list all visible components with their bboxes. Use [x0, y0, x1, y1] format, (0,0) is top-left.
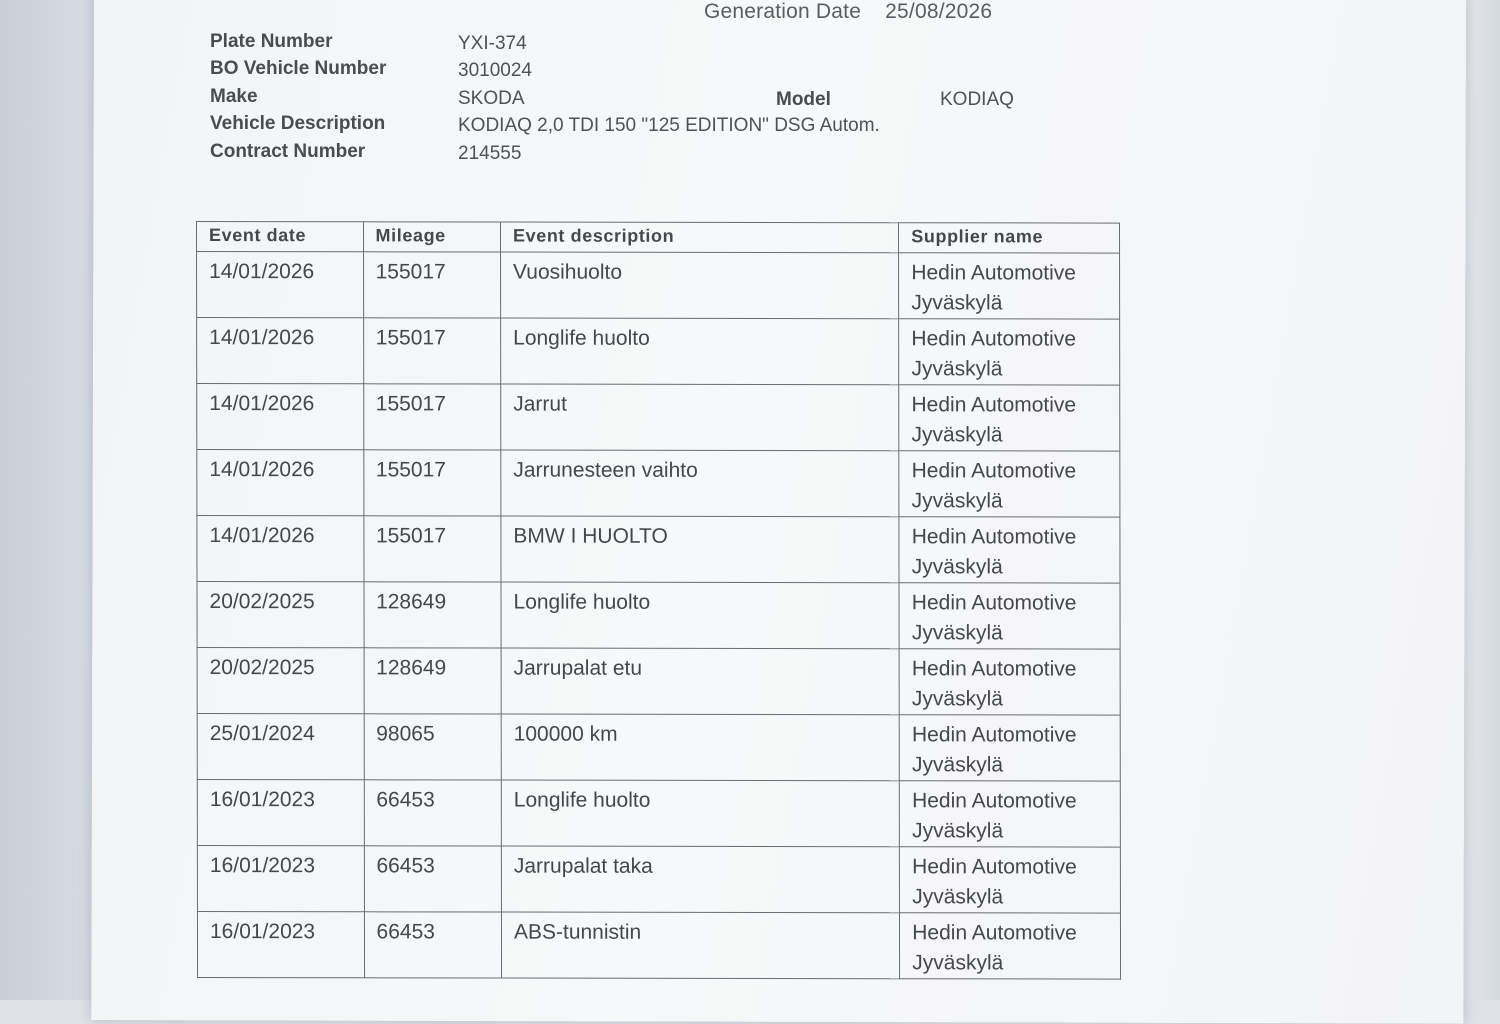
table-row — [197, 318, 1120, 386]
table-row — [197, 582, 1120, 650]
supplier-name-line2: Jyväskylä — [912, 951, 1004, 975]
service-events-table — [196, 221, 1121, 980]
event-description-cell: Longlife huolto — [501, 780, 899, 847]
supplier-name-cell — [899, 715, 1120, 781]
contract-number-value: 214555 — [458, 143, 522, 164]
supplier-name-line1: Hedin Automotive — [911, 459, 1077, 483]
event-date-cell: 20/02/2025 — [197, 582, 364, 648]
supplier-name-line2: Jyväskylä — [912, 885, 1004, 909]
table-row — [197, 780, 1120, 848]
table-row — [197, 516, 1120, 584]
mileage-cell: 155017 — [363, 516, 501, 582]
model-label: Model — [776, 89, 831, 110]
vehicle-description-label: Vehicle Description — [210, 113, 386, 134]
vehicle-description-value: KODIAQ 2,0 TDI 150 "125 EDITION" DSG Autom. — [458, 115, 880, 136]
supplier-name-line2: Jyväskylä — [911, 555, 1003, 579]
make-value: SKODA — [458, 88, 525, 109]
table-row — [197, 912, 1120, 980]
supplier-name-line1: Hedin Automotive — [911, 591, 1077, 615]
supplier-name-cell — [899, 517, 1120, 583]
plate-number-label: Plate Number — [210, 31, 333, 52]
mileage-cell: 128649 — [364, 648, 502, 714]
mileage-cell: 155017 — [363, 384, 501, 450]
event-date-cell: 16/01/2023 — [197, 846, 364, 912]
mileage-cell: 98065 — [364, 714, 502, 780]
supplier-name-line1: Hedin Automotive — [912, 921, 1077, 945]
column-header-supplier-name: Supplier name — [899, 223, 1120, 253]
event-description-cell: Longlife huolto — [501, 318, 899, 385]
supplier-name-cell — [900, 913, 1121, 979]
event-date-cell: 25/01/2024 — [197, 714, 364, 780]
mileage-cell: 66453 — [364, 912, 502, 978]
event-description-cell: Longlife huolto — [501, 582, 899, 649]
column-header-mileage: Mileage — [363, 222, 500, 252]
supplier-name-line2: Jyväskylä — [911, 621, 1003, 645]
supplier-name-cell — [900, 847, 1121, 913]
supplier-name-cell — [899, 451, 1120, 517]
supplier-name-line2: Jyväskylä — [911, 687, 1003, 711]
supplier-name-line1: Hedin Automotive — [911, 393, 1077, 417]
event-date-cell: 16/01/2023 — [197, 912, 364, 978]
supplier-name-cell — [899, 583, 1120, 649]
supplier-name-line1: Hedin Automotive — [911, 657, 1077, 681]
supplier-name-line2: Jyväskylä — [911, 489, 1003, 513]
bo-vehicle-number-value: 3010024 — [458, 60, 532, 81]
mileage-cell: 66453 — [364, 780, 502, 846]
event-description-cell: Jarrupalat taka — [501, 846, 899, 913]
supplier-name-line1: Hedin Automotive — [911, 525, 1077, 549]
supplier-name-line2: Jyväskylä — [911, 357, 1003, 381]
event-description-cell: BMW I HUOLTO — [501, 516, 899, 583]
table-row — [197, 450, 1120, 518]
table-row — [197, 252, 1120, 320]
column-header-event-date: Event date — [197, 222, 364, 252]
supplier-name-line1: Hedin Automotive — [911, 723, 1077, 747]
table-header-row — [197, 222, 1120, 254]
event-date-cell: 14/01/2026 — [197, 318, 364, 384]
event-description-cell: Jarrupalat etu — [501, 648, 899, 715]
supplier-name-cell — [899, 253, 1120, 319]
model-value: KODIAQ — [940, 89, 1014, 110]
supplier-name-line2: Jyväskylä — [912, 819, 1004, 843]
supplier-name-cell — [900, 781, 1121, 847]
background-surface-left — [0, 0, 100, 1000]
table-row — [197, 714, 1120, 782]
mileage-cell: 155017 — [363, 318, 501, 384]
event-date-cell: 14/01/2026 — [197, 252, 364, 318]
event-description-cell: Jarrunesteen vaihto — [501, 450, 899, 517]
mileage-cell: 155017 — [363, 252, 501, 318]
supplier-name-line1: Hedin Automotive — [912, 789, 1077, 813]
event-date-cell: 14/01/2026 — [197, 384, 364, 450]
generation-date — [704, 0, 992, 24]
supplier-name-line2: Jyväskylä — [911, 423, 1003, 447]
event-description-cell: ABS-tunnistin — [501, 912, 899, 979]
plate-number-value: YXI-374 — [458, 33, 527, 54]
generation-date-label: Generation Date — [704, 0, 862, 23]
supplier-name-line1: Hedin Automotive — [912, 855, 1077, 879]
background-surface-right — [1460, 0, 1500, 1000]
supplier-name-line1: Hedin Automotive — [911, 261, 1076, 285]
supplier-name-line2: Jyväskylä — [911, 291, 1003, 315]
supplier-name-line1: Hedin Automotive — [911, 327, 1077, 351]
event-date-cell: 14/01/2026 — [197, 450, 364, 516]
column-header-event-description: Event description — [500, 222, 898, 253]
make-label: Make — [210, 86, 258, 107]
supplier-name-cell — [899, 649, 1120, 715]
event-description-cell: Vuosihuolto — [501, 252, 899, 319]
event-date-cell: 14/01/2026 — [197, 516, 364, 582]
supplier-name-line2: Jyväskylä — [911, 753, 1004, 777]
bo-vehicle-number-label: BO Vehicle Number — [210, 58, 387, 79]
event-date-cell: 16/01/2023 — [197, 780, 364, 846]
event-description-cell: 100000 km — [501, 714, 899, 781]
table-row — [197, 648, 1120, 716]
mileage-cell: 155017 — [363, 450, 501, 516]
mileage-cell: 128649 — [364, 582, 502, 648]
supplier-name-cell — [899, 385, 1120, 451]
event-date-cell: 20/02/2025 — [197, 648, 364, 714]
event-description-cell: Jarrut — [501, 384, 899, 451]
contract-number-label: Contract Number — [210, 141, 366, 162]
table-row — [197, 846, 1120, 914]
mileage-cell: 66453 — [364, 846, 502, 912]
generation-date-value: 25/08/2026 — [885, 0, 993, 23]
supplier-name-cell — [899, 319, 1120, 385]
table-body — [197, 252, 1121, 980]
table-row — [197, 384, 1120, 452]
